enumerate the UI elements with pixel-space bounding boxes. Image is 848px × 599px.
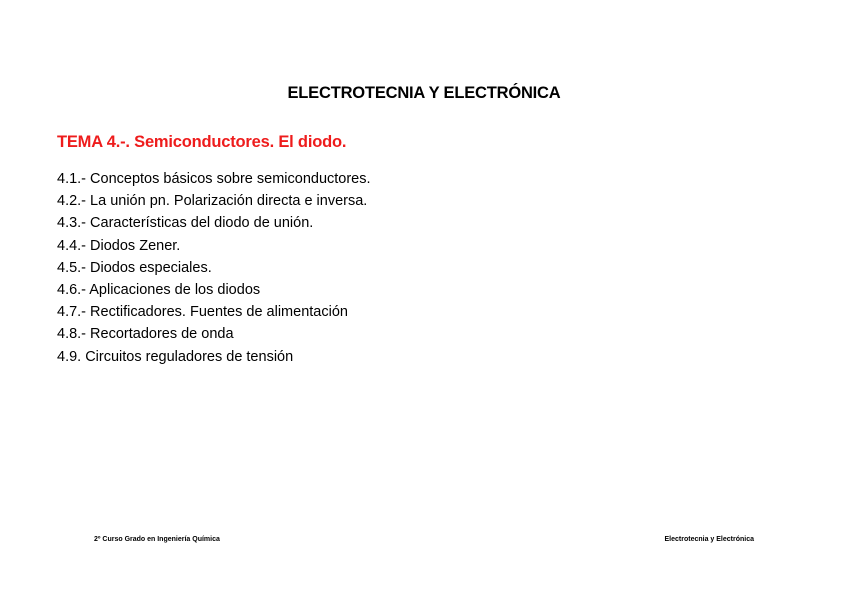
topic-item-4-8: 4.8.- Recortadores de onda xyxy=(57,326,234,343)
topic-item-4-1: 4.1.- Conceptos básicos sobre semiconductores. xyxy=(57,171,371,187)
topic-heading: TEMA 4.-. Semiconductores. El diodo. xyxy=(57,133,347,151)
footer-course: 2º Curso Grado en Ingeniería Química xyxy=(94,536,220,543)
topic-list xyxy=(57,168,371,368)
document-title: ELECTROTECNIA Y ELECTRÓNICA xyxy=(287,84,561,102)
topic-item-4-3: 4.3.- Características del diodo de unión. xyxy=(57,215,314,232)
topic-item-4-2: 4.2.- La unión pn. Polarización directa e inversa. xyxy=(57,193,368,210)
topic-item-4-9: 4.9. Circuitos reguladores de tensión xyxy=(57,348,294,365)
topic-item-4-5: 4.5.- Diodos especiales. xyxy=(57,259,212,276)
topic-item-4-7: 4.7.- Rectificadores. Fuentes de alimentación xyxy=(57,304,348,321)
topic-item-4-6: 4.6.- Aplicaciones de los diodos xyxy=(57,281,261,298)
footer-subject: Electrotecnia y Electrónica xyxy=(664,536,754,543)
topic-item-4-4: 4.4.- Diodos Zener. xyxy=(57,237,181,254)
